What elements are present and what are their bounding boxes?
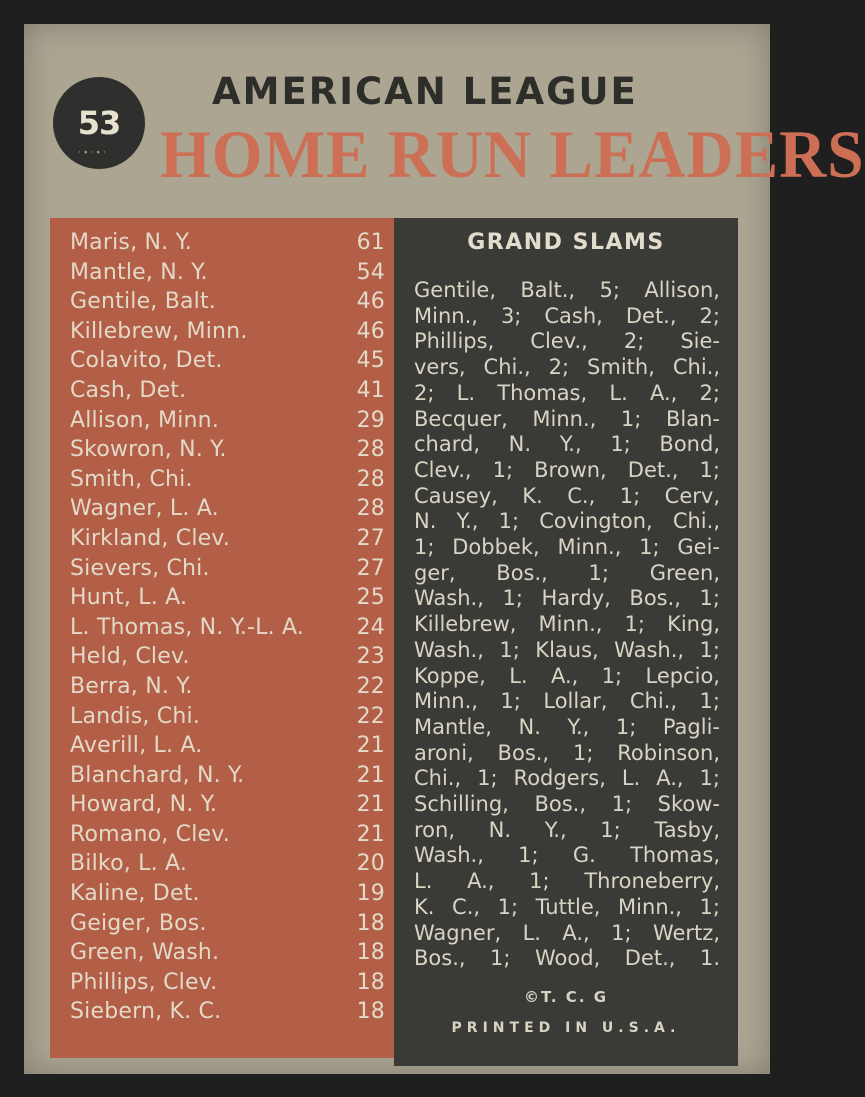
leader-row xyxy=(70,938,385,968)
grand-slam-line: K. C., 1; Tuttle, Minn., 1; xyxy=(414,894,720,919)
leader-name: Siebern, K. C. xyxy=(70,999,222,1025)
leader-row xyxy=(70,761,385,791)
card-back xyxy=(24,24,865,1074)
leader-name: Allison, Minn. xyxy=(70,407,220,433)
grand-slams-text xyxy=(414,278,720,972)
grand-slam-line: Wash., 1; Hardy, Bos., 1; xyxy=(414,586,720,611)
leader-name: Killebrew, Minn. xyxy=(70,318,248,344)
leader-name: Colavito, Det. xyxy=(70,348,223,374)
grand-slams-heading: GRAND SLAMS xyxy=(467,230,665,255)
leader-home-runs: 27 xyxy=(356,525,385,551)
leader-home-runs: 21 xyxy=(356,792,385,818)
leader-name: L. Thomas, N. Y.-L. A. xyxy=(70,614,305,640)
leader-row xyxy=(70,997,385,1027)
leader-row xyxy=(70,554,385,584)
grand-slam-line: aroni, Bos., 1; Robinson, xyxy=(414,740,720,765)
grand-slam-line: Wash., 1; Klaus, Wash., 1; xyxy=(414,637,720,662)
badge-decoration: ·∙·∙· xyxy=(78,148,108,158)
grand-slam-line: Bos., 1; Wood, Det., 1. xyxy=(414,946,720,971)
printed-in-notice: PRINTED IN U.S.A. xyxy=(451,1020,681,1036)
grand-slam-line: 1; Dobbek, Minn., 1; Gei- xyxy=(414,535,720,560)
leader-name: Cash, Det. xyxy=(70,377,187,403)
leader-name: Kirkland, Clev. xyxy=(70,525,231,551)
league-title: AMERICAN LEAGUE xyxy=(212,70,638,113)
grand-slam-line: Minn., 3; Cash, Det., 2; xyxy=(414,303,720,328)
grand-slam-line: vers, Chi., 2; Smith, Chi., xyxy=(414,355,720,380)
leader-home-runs: 23 xyxy=(356,644,385,670)
grand-slam-line: ger, Bos., 1; Green, xyxy=(414,560,720,585)
leader-name: Berra, N. Y. xyxy=(70,673,193,699)
leader-home-runs: 20 xyxy=(356,851,385,877)
leader-row xyxy=(70,702,385,732)
leader-home-runs: 24 xyxy=(356,614,385,640)
copyright-notice: ©T. C. G xyxy=(523,988,609,1006)
leader-name: Smith, Chi. xyxy=(70,466,193,492)
leader-row xyxy=(70,465,385,495)
leader-name: Wagner, L. A. xyxy=(70,496,219,522)
leader-home-runs: 18 xyxy=(356,910,385,936)
leader-name: Landis, Chi. xyxy=(70,703,201,729)
leader-home-runs: 22 xyxy=(356,673,385,699)
grand-slam-line: Clev., 1; Brown, Det., 1; xyxy=(414,457,720,482)
leader-name: Blanchard, N. Y. xyxy=(70,762,245,788)
leader-home-runs: 18 xyxy=(356,940,385,966)
leaders-panel xyxy=(50,218,401,1058)
leader-home-runs: 61 xyxy=(356,230,385,255)
grand-slams-panel xyxy=(394,218,738,1066)
grand-slam-line: Schilling, Bos., 1; Skow- xyxy=(414,792,720,817)
leader-row xyxy=(70,879,385,909)
leader-row xyxy=(70,435,385,465)
grand-slam-line: Mantle, N. Y., 1; Pagli- xyxy=(414,714,720,739)
leader-row xyxy=(70,494,385,524)
card-title: HOME RUN LEADERS xyxy=(160,116,865,192)
leader-home-runs: 46 xyxy=(356,289,385,315)
leader-name: Held, Clev. xyxy=(70,644,190,670)
leader-name: Mantle, N. Y. xyxy=(70,259,208,285)
leader-row xyxy=(70,258,385,288)
leader-row xyxy=(70,228,385,258)
leader-home-runs: 25 xyxy=(356,585,385,611)
leader-row xyxy=(70,583,385,613)
leader-row xyxy=(70,613,385,643)
leader-home-runs: 19 xyxy=(356,881,385,907)
leader-home-runs: 27 xyxy=(356,555,385,581)
leader-home-runs: 21 xyxy=(356,733,385,759)
leader-row xyxy=(70,642,385,672)
grand-slam-line: Wagner, L. A., 1; Wertz, xyxy=(414,920,720,945)
leader-row xyxy=(70,820,385,850)
grand-slam-line: L. A., 1; Throneberry, xyxy=(414,869,720,894)
grand-slam-line: Koppe, L. A., 1; Lepcio, xyxy=(414,663,720,688)
leader-home-runs: 29 xyxy=(356,407,385,433)
leader-home-runs: 18 xyxy=(356,969,385,995)
leader-row xyxy=(70,524,385,554)
leader-row xyxy=(70,287,385,317)
leader-name: Skowron, N. Y. xyxy=(70,437,227,463)
grand-slam-line: chard, N. Y., 1; Bond, xyxy=(414,432,720,457)
leaders-list xyxy=(70,228,385,1027)
leader-name: Geiger, Bos. xyxy=(70,910,207,936)
leader-name: Howard, N. Y. xyxy=(70,792,218,818)
leader-home-runs: 54 xyxy=(356,259,385,285)
leader-name: Romano, Clev. xyxy=(70,821,230,847)
grand-slam-line: N. Y., 1; Covington, Chi., xyxy=(414,509,720,534)
leader-row xyxy=(70,968,385,998)
leader-home-runs: 45 xyxy=(356,348,385,374)
leader-name: Phillips, Clev. xyxy=(70,969,218,995)
leader-home-runs: 18 xyxy=(356,999,385,1025)
grand-slam-line: Minn., 1; Lollar, Chi., 1; xyxy=(414,689,720,714)
leader-row xyxy=(70,731,385,761)
leader-name: Kaline, Det. xyxy=(70,881,200,907)
leader-home-runs: 41 xyxy=(356,377,385,403)
grand-slam-line: Killebrew, Minn., 1; King, xyxy=(414,612,720,637)
grand-slam-line: Becquer, Minn., 1; Blan- xyxy=(414,406,720,431)
leader-row xyxy=(70,317,385,347)
grand-slam-line: 2; L. Thomas, L. A., 2; xyxy=(414,380,720,405)
leader-name: Sievers, Chi. xyxy=(70,555,210,581)
leader-row xyxy=(70,346,385,376)
grand-slam-line: Phillips, Clev., 2; Sie- xyxy=(414,329,720,354)
leader-home-runs: 46 xyxy=(356,318,385,344)
leader-name: Averill, L. A. xyxy=(70,733,203,759)
card-number: 53 xyxy=(77,104,121,142)
leader-home-runs: 28 xyxy=(356,466,385,492)
leader-name: Maris, N. Y. xyxy=(70,230,192,255)
leader-row xyxy=(70,790,385,820)
grand-slam-line: Gentile, Balt., 5; Allison, xyxy=(414,278,720,302)
leader-name: Hunt, L. A. xyxy=(70,585,188,611)
leader-home-runs: 22 xyxy=(356,703,385,729)
leader-name: Green, Wash. xyxy=(70,940,220,966)
grand-slam-line: ron, N. Y., 1; Tasby, xyxy=(414,817,720,842)
leader-name: Gentile, Balt. xyxy=(70,289,217,315)
leader-home-runs: 28 xyxy=(356,496,385,522)
leader-home-runs: 28 xyxy=(356,437,385,463)
grand-slam-line: Chi., 1; Rodgers, L. A., 1; xyxy=(414,766,720,791)
leader-row xyxy=(70,849,385,879)
grand-slam-line: Causey, K. C., 1; Cerv, xyxy=(414,483,720,508)
grand-slam-line: Wash., 1; G. Thomas, xyxy=(414,843,720,868)
leader-row xyxy=(70,672,385,702)
leader-home-runs: 21 xyxy=(356,821,385,847)
leader-name: Bilko, L. A. xyxy=(70,851,188,877)
leader-row xyxy=(70,909,385,939)
leader-home-runs: 21 xyxy=(356,762,385,788)
leader-row xyxy=(70,406,385,436)
leader-row xyxy=(70,376,385,406)
